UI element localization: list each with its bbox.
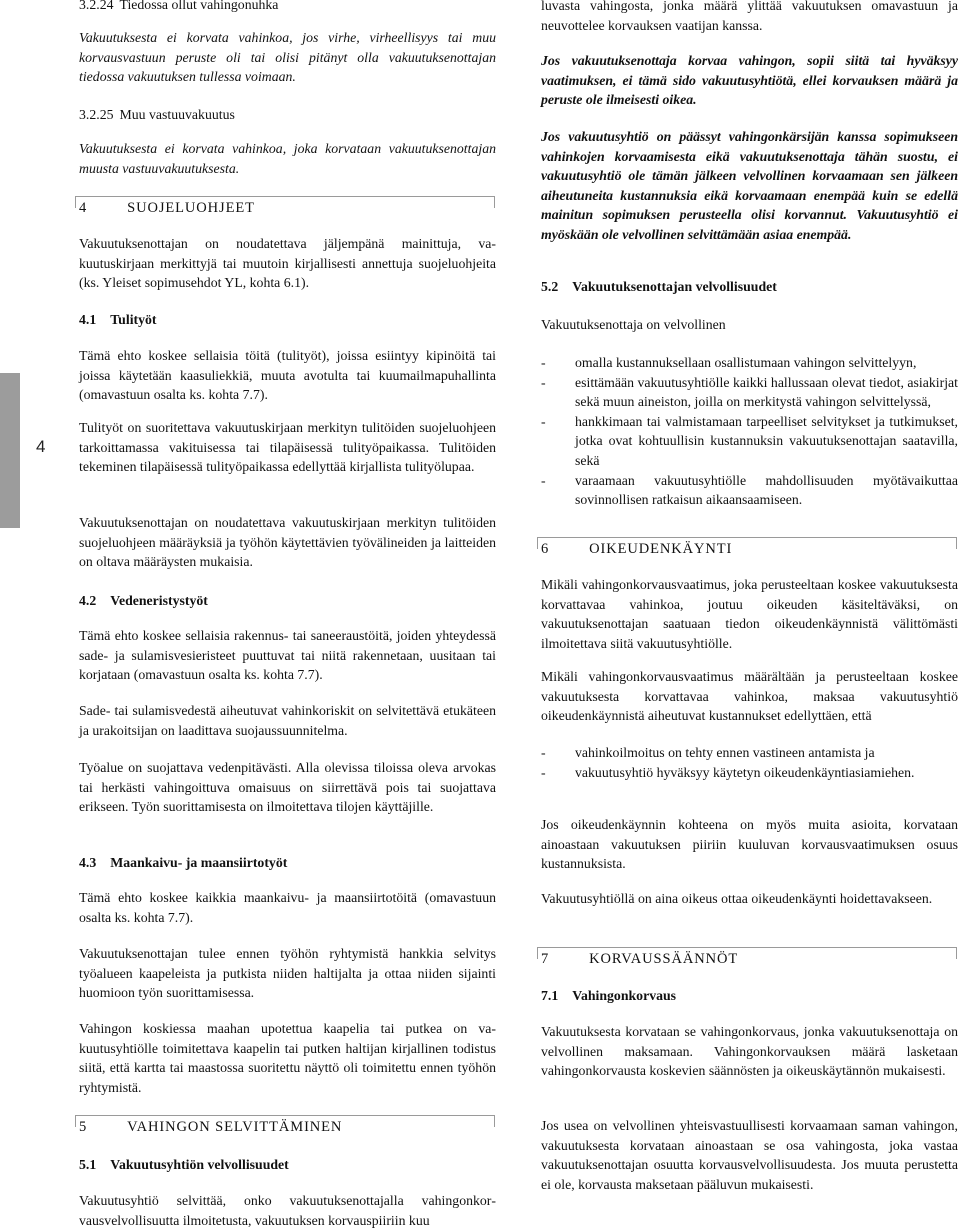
heading-number: 4.1 [79, 312, 97, 327]
heading-number: 7.1 [541, 988, 559, 1003]
list-item: - hankkimaan tai valmistamaan tarpeelliset selvitykset ja tutkimukset, jotka ovat kohtuullisin kustannuksin vakuutuksenottajan saatavilla, sekä [541, 413, 958, 468]
section-title: OIKEUDENKÄYNTI [589, 541, 733, 557]
heading-title: Vahingonkorvaus [572, 988, 677, 1003]
heading-7-1 [541, 986, 958, 1005]
paragraph-4-3-b: Vakuutuksenottajan tulee ennen työhön ryhtymistä hankkia selvitys työalueen kaapeleista ja putkista niiden haltijalta ja ottaa niiden sijainti huomioon työn suorittamisessa. [79, 946, 496, 1001]
section-title: SUOJELUOHJEET [127, 200, 255, 216]
section-title: VAHINGON SELVITTÄMINEN [127, 1119, 343, 1135]
paragraph-7-1-b: Jos usea on velvollinen yhteisvastuullisesti korvaamaan saman vahingon, vakuutuksesta korvataan ainoastaan se osa vahingosta, joka vastaa vakuutuksenottajan osuutta korvausvelvollisuudesta. Jos muuta perustetta ei ole, korvausta maksetaan pääluvun mukaisesti. [541, 1118, 958, 1192]
heading-3-2-25 [79, 105, 496, 124]
heading-3-2-24 [79, 0, 496, 14]
paragraph-4-2-c: Työalue on suojattava vedenpitävästi. Alla olevissa tiloissa oleva arvokas tai herkästi vahingoittuva omaisuus on siirrettävä pois tai suojattava erikseen. Työn suorittamisesta on ilmoitettava tilojen käyttäjille. [79, 760, 496, 815]
paragraph-4-3-a: Tämä ehto koskee kaikkia maankaivu- ja maansiirtotöitä (omavastuun osalta ks. kohta 7.7). [79, 890, 496, 925]
heading-number: 5.1 [79, 1157, 97, 1172]
section-heading-4 [75, 196, 495, 216]
heading-4-3 [79, 853, 496, 872]
list-item: - omalla kustannuksellaan osallistumaan vahingon selvittelyyn, [541, 355, 917, 370]
paragraph-4-1-b: Tulityöt on suoritettava vakuutuskirjaan merkityn tulitöiden suojeluohjeen tarkoittamassa vakituisessa tai tilapäisessä tulityöpaikassa. Tulitöiden tekeminen tilapäisessä tulityöpaikassa edellyttää kirjallista tulityölupaa. [79, 420, 496, 475]
paragraph-4-1-a: Tämä ehto koskee sellaisia töitä (tulityöt), joissa esiintyy kipinöitä tai joissa käytetään kaasuliekkiä, muuta avotulta tai kuumailmapuhallinta (omavastuun osalta ks. kohta 7.7). [79, 348, 496, 403]
paragraph-5-1-italic-a: Jos vakuutuksenottaja korvaa vahingon, sopii siitä tai hyväksyy vaatimuksen, ei tämä sido vakuutusyhtiötä, ellei korvauksen määrä ja peruste ole ilmeisesti oikea. [541, 53, 958, 108]
paragraph-3-2-25: Vakuutuksesta ei korvata vahinkoa, joka korvataan vakuutuksenottajan muusta vastuuvakuutuksesta. [79, 141, 496, 176]
heading-number: 4.3 [79, 855, 97, 870]
list-item: - vahinkoilmoitus on tehty ennen vastineen antamista ja [541, 745, 875, 760]
heading-4-2 [79, 591, 496, 610]
paragraph-6-b: Mikäli vahingonkorvausvaatimus määrältään ja perusteeltaan koskee vakuutuksesta korvattavaa vahinkoa, maksaa vakuutusyhtiö oikeudenkäynnistä aiheutuvat kustannukset edellyttäen, että [541, 669, 958, 724]
paragraph-4-1-c: Vakuutuksenottajan on noudatettava vakuutuskirjaan merkityn tulitöiden suojeluohjeen määräyksiä ja työhön käytettävien työvälineiden ja laitteiden on oltava määräysten mukaisia. [79, 515, 496, 570]
list-item: - varaamaan vakuutusyhtiölle mahdollisuuden myötävaikuttaa sovinnollisen ratkaisun aikaansaamiseen. [541, 472, 958, 508]
heading-title: Muu vastuuvakuutus [119, 107, 235, 122]
paragraph-5-1: Vakuutusyhtiö selvittää, onko vakuutuksenottajalla vahingonkorvausvelvollisuutta ilmoitetusta, vakuutuksen korvauspiiriin kuu [79, 1193, 496, 1228]
list-6 [541, 743, 958, 782]
paragraph-5-1-italic-b: Jos vakuutusyhtiö on päässyt vahingonkärsijän kanssa sopimukseen vahinkojen korvaamisesta eikä vakuutuksenottaja tähän suostu, ei vakuutusyhtiö ole tämän jälkeen velvollinen korvaamaan sen jälkeen aiheutuneita kustannuksia eikä korvaamaan enempää kuin se edellä mainitun sopimuksen perusteella olisi korvannut. Vakuutusyhtiö ei myöskään ole velvollinen selvittämään asiaa enempää. [541, 129, 958, 242]
section-heading-7 [537, 947, 957, 967]
heading-number: 5.2 [541, 279, 559, 294]
paragraph-3-2-24: Vakuutuksesta ei korvata vahinkoa, jos virhe, virheellisyys tai muu korvausvastuun peruste oli tai olisi pitänyt olla vakuutuksenottajan tiedossa vakuutuksen tullessa voimaan. [79, 30, 496, 85]
paragraph-6-c: Jos oikeudenkäynnin kohteena on myös muita asioita, korvataan ainoastaan vakuutuksen piiriin kuuluvan korvausvaatimuksen osuus kustannuksista. [541, 817, 958, 872]
page-tab-marker [0, 373, 20, 528]
section-heading-6 [537, 537, 957, 557]
section-heading-5 [75, 1115, 495, 1135]
page-tab-number: 4 [36, 437, 46, 456]
heading-title: Maankaivu- ja maansiirtotyöt [110, 855, 288, 870]
heading-title: Vakuutuksenottajan velvollisuudet [572, 279, 777, 294]
section-number: 5 [79, 1119, 88, 1135]
heading-5-1 [79, 1155, 496, 1174]
heading-title: Tulityöt [110, 312, 157, 327]
paragraph-5-1-continued: luvasta vahingosta, jonka määrä ylittää vakuutuksen omavastuun ja neuvottelee korvauksen vaatijan kanssa. [541, 0, 958, 33]
section-number: 4 [79, 200, 88, 216]
list-item: - esittämään vakuutusyhtiölle kaikki hallussaan olevat tiedot, asiakirjat sekä muun aineiston, joilla on merkitystä vahingon selvittelyssä, [541, 374, 958, 410]
heading-number: 3.2.24 [79, 0, 114, 12]
paragraph-4: Vakuutuksenottajan on noudatettava jäljempänä mainittuja, vakuutuskirjaan merkittyjä tai muutoin kirjallisesti annettuja suojeluohjeita (ks. Yleiset sopimusehdot YL, kohta 6.1). [79, 236, 496, 291]
heading-5-2 [541, 277, 958, 296]
paragraph-4-2-a: Tämä ehto koskee sellaisia rakennus- tai saneeraustöitä, joiden yhteydessä sade- ja sulamisvesieristeet puuttuvat tai niitä rakennetaan, uusitaan tai korjataan (omavastuun osalta ks. kohta 7.7). [79, 628, 496, 683]
section-number: 7 [541, 951, 550, 967]
section-title: KORVAUSSÄÄNNÖT [589, 951, 739, 967]
paragraph-5-2: Vakuutuksenottaja on velvollinen [541, 317, 726, 332]
heading-4-1 [79, 310, 496, 329]
heading-number: 3.2.25 [79, 107, 114, 122]
list-item: - vakuutusyhtiö hyväksyy käytetyn oikeudenkäyntiasiamiehen. [541, 764, 915, 780]
list-5-2 [541, 353, 958, 510]
heading-number: 4.2 [79, 593, 97, 608]
paragraph-4-3-c: Vahingon koskiessa maahan upotettua kaapelia tai putkea on vakuutusyhtiölle toimitettava kaapelin tai putken haltijan kirjallinen todistus siitä, että kartta tai maastossa suoritettu näyttö oli toimitettu ennen työhön ryhtymistä. [79, 1021, 496, 1095]
heading-title: Tiedossa ollut vahingonuhka [119, 0, 279, 12]
paragraph-6-d: Vakuutusyhtiöllä on aina oikeus ottaa oikeudenkäynti hoidettavakseen. [541, 891, 933, 906]
heading-title: Vedeneristystyöt [110, 593, 208, 608]
paragraph-7-1-a: Vakuutuksesta korvataan se vahingonkorvaus, jonka vakuutuksenottaja on velvollinen maksamaan. Vahingonkorvauksen määrä lasketaan vahingonkorvausta koskevien säännösten ja oikeuskäytännön mukaisesti. [541, 1024, 958, 1079]
paragraph-4-2-b: Sade- tai sulamisvedestä aiheutuvat vahinkoriskit on selvitettävä etukäteen ja urakoitsijan on laadittava suojaussuunnitelma. [79, 703, 496, 738]
paragraph-6-a: Mikäli vahingonkorvausvaatimus, joka perusteeltaan koskee vakuutuksesta korvattavaa vahinkoa, joutuu oikeuden käsiteltäväksi, on vakuutuksenottajan saatuaan tiedon oikeudenkäynnistä välittömästi ilmoitettava siitä vakuutusyhtiölle. [541, 577, 958, 651]
section-number: 6 [541, 541, 550, 557]
heading-title: Vakuutusyhtiön velvollisuudet [110, 1157, 289, 1172]
